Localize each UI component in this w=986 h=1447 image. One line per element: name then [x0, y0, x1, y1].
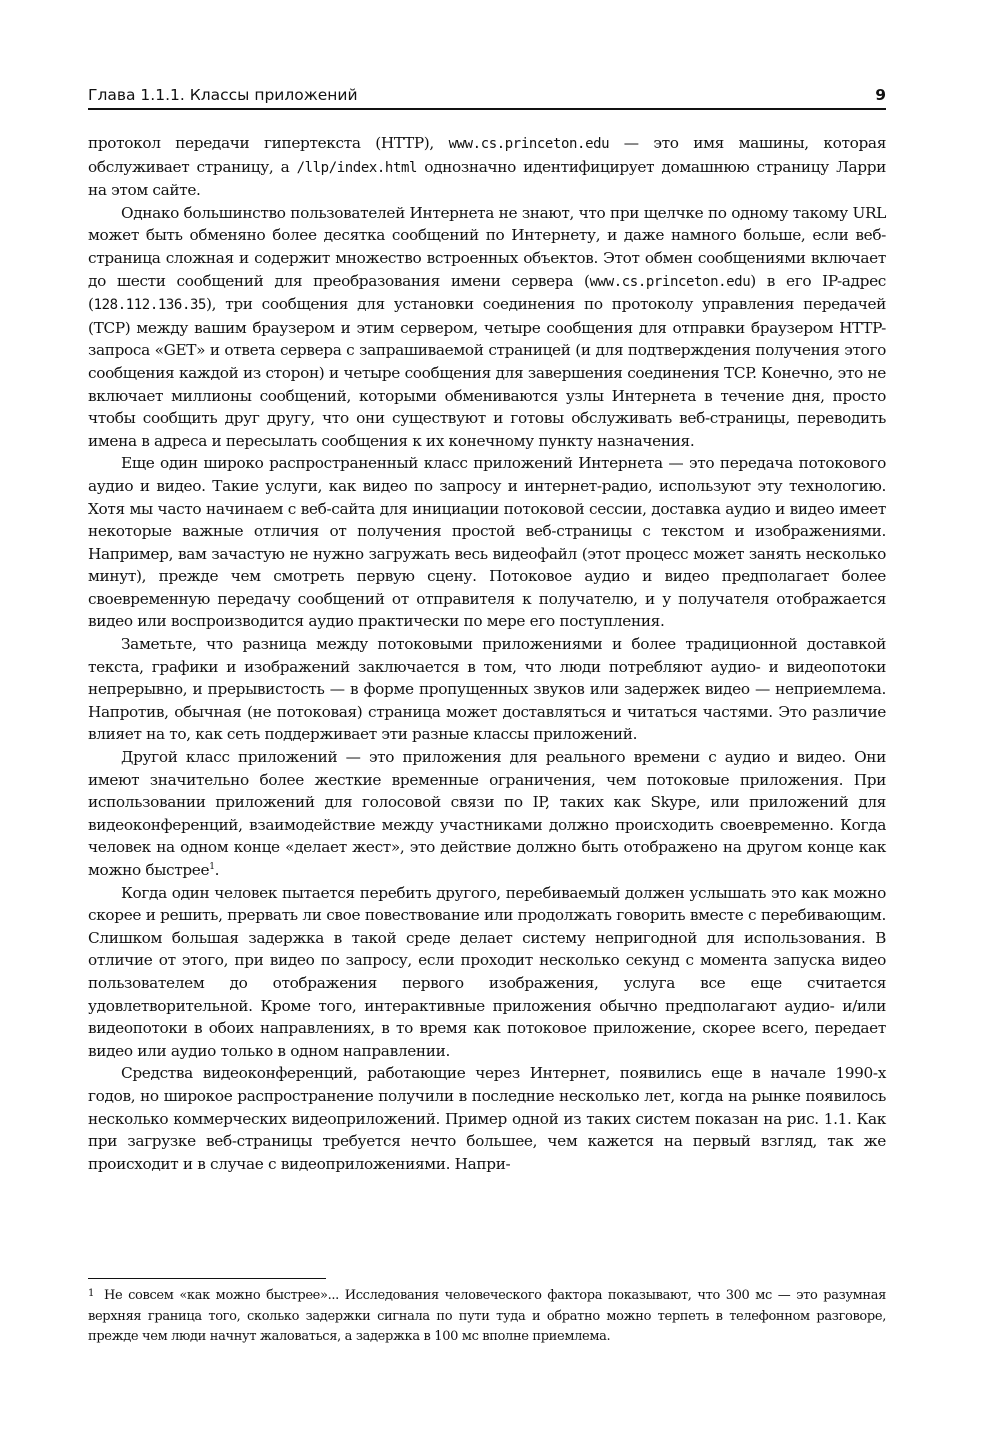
body-text: [88, 132, 886, 1175]
text-run: ) в его IP-адрес (: [88, 271, 886, 314]
page-number: 9: [875, 86, 886, 104]
running-header: [88, 86, 886, 108]
url-code: www.cs.princeton.edu: [448, 136, 610, 152]
text-run: Другой класс приложений — это приложения для реального времени с аудио и видео. Они имеют значительно более жесткие временные ограничения, чем потоковые приложения. При использовании приложений для голосовой связи по IP, таких как Skype, или приложений для видеоконференций, взаимодействие между участниками должно происходить своевременно. Когда человек на одном конце «делает жест», это действие должно быть отображено на другом конце как можно быстрее: [88, 748, 886, 879]
footnote-rule: [88, 1278, 326, 1279]
footnote-mark: 1: [88, 1288, 95, 1299]
chapter-title: Глава 1.1.1. Классы приложений: [88, 86, 358, 104]
path-code: /llp/index.html: [296, 159, 418, 176]
paragraph-4: Заметьте, что разница между потоковыми приложениями и более традиционной доставкой текста, графики и изображений заключается в том, что люди потребляют аудио- и видеопотоки непрерывно, и прерывистость — в форме пропущенных звуков или задержек видео — неприемлема. Напротив, обычная (не потоковая) страница может доставляться и читаться частями. Это различие влияет на то, как сеть поддерживает эти разные классы приложений.: [88, 635, 886, 744]
paragraph-3: Еще один широко распространенный класс приложений Интернета — это передача потокового аудио и видео. Такие услуги, как видео по запросу и интернет-радио, используют эту технологию. Хотя мы часто начинаем с веб-сайта для инициации потоковой сессии, доставка аудио и видео имеет некоторые важные отличия от получения простой веб-страницы с текстом и изображениями. Например, вам зачастую не нужно загружать весь видеофайл (этот процесс может занять несколько минут), прежде чем смотреть первую сцену. Потоковое аудио и видео предполагает более своевременную передачу сообщений от отправителя к получателю, и у получателя отображается видео или воспроизводится аудио практически по мере его поступления.: [88, 454, 886, 631]
footnote-text: Не совсем «как можно быстрее»... Исследования человеческого фактора показывают, что 300 мс — это разумная верхняя граница того, сколько задержки сигнала по пути туда и обратно можно терпеть в телефонном разговоре, прежде чем люди начнут жаловаться, а задержка в 100 мс вполне приемлема.: [88, 1288, 886, 1344]
paragraph-5: [88, 746, 886, 882]
text-run: протокол передачи гипертекста (HTTP),: [88, 134, 449, 152]
text-run: ), три сообщения для установки соединения по протоколу управления передачей (TCP) между вашим браузером и этим сервером, четыре сообщения для отправки браузером HTTP-запроса «GET» и ответа сервера с запрашиваемой страницей (и для подтверждения получения этого сообщения каждой из сторон) и четыре сообщения для завершения соединения TCP. Конечно, это не включает миллионы сообщений, которыми обмениваются узлы Интернета в течение дня, просто чтобы сообщить друг другу, что они существуют и готовы обслуживать веб-страницы, переводить имена в адреса и пересылать сообщения к их конечному пункту назначения.: [88, 295, 886, 450]
footnote: [88, 1284, 886, 1348]
text-run: .: [214, 861, 220, 879]
text-run: однозначно идентифицирует домашнюю страницу Ларри на этом сайте.: [88, 157, 886, 200]
footnote-reference: 1: [209, 861, 215, 872]
paragraph-1: [88, 132, 886, 202]
paragraph-2: [88, 202, 886, 453]
paragraph-6: Когда один человек пытается перебить другого, перебиваемый должен услышать это как можно скорее и решить, прервать ли свое повествование или продолжать говорить вместе с перебивающим. Слишком большая задержка в такой среде делает систему непригодной для использования. В отличие от этого, при видео по запросу, если проходит несколько секунд с момента запуска видео пользователем до отображения первого изображения, услуга все еще считается удовлетворительной. Кроме того, интерактивные приложения обычно предполагают аудио- и/или видеопотоки в обоих направлениях, в то время как потоковое приложение, скорее всего, передает видео или аудио только в одном направлении.: [88, 883, 886, 1060]
ip-address-code: 128.112.136.35: [93, 297, 207, 314]
header-rule: [88, 108, 886, 110]
paragraph-7: Средства видеоконференций, работающие через Интернет, появились еще в начале 1990-х годов, но широкое распространение получили в последние несколько лет, когда на рынке появилось несколько коммерческих видеоприложений. Пример одной из таких систем показан на рис. 1.1. Как при загрузке веб-страницы требуется нечто большее, чем кажется на первый взгляд, так же происходит и в случае с видеоприложениями. Напри-: [88, 1064, 886, 1173]
text-run: — это имя машины, которая обслуживает страницу, а: [88, 134, 886, 176]
text-run: Однако большинство пользователей Интернета не знают, что при щелчке по одному такому URL может быть обменяно более десятка сообщений по Интернету, и даже намного больше, если веб-страница сложная и содержит множество встроенных объектов. Этот обмен сообщениями включает до шести сообщений для преобразования имени сервера (: [88, 203, 886, 290]
url-code: www.cs.princeton.edu: [589, 273, 751, 290]
